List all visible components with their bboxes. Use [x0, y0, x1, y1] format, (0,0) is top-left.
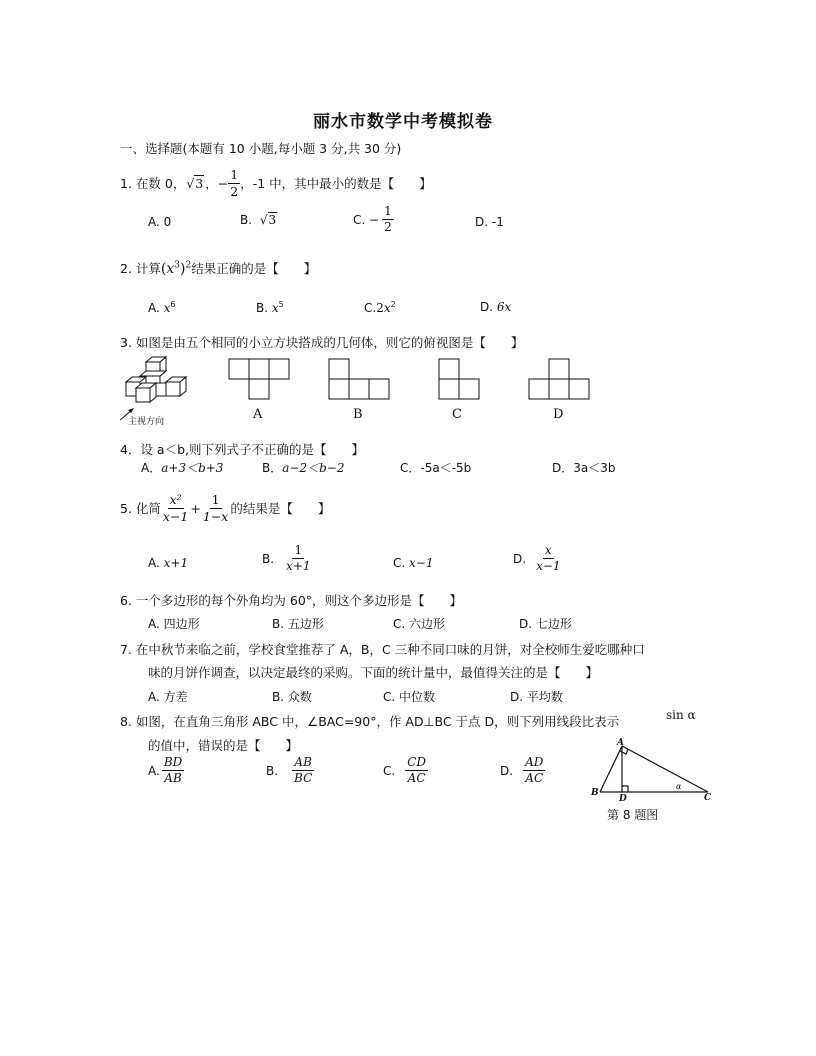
q5-plus: + [190, 500, 201, 516]
q1-option-c-num: 1 [382, 205, 394, 220]
q1-option-c-label: C. − [353, 212, 380, 227]
q6-option-a: A. 四边形 [148, 617, 200, 631]
q2-option-a-label: A. [148, 301, 160, 315]
q1-sqrt: √3 [186, 175, 204, 191]
q4-option-c-rhs: ＜-5b [439, 461, 472, 475]
q8-option-b-label: B. [266, 763, 279, 778]
q2-suffix: 结果正确的是【 】 [191, 261, 317, 276]
q1-fraction [228, 168, 240, 199]
q2-option-b [256, 300, 284, 315]
q5-option-b [262, 544, 313, 573]
q2-expression: $(x^3)^2$ [160, 260, 192, 277]
q4-option-a-label: A． [141, 461, 162, 475]
question-8-line-1: 8. 如图，在直角三角形 ABC 中，∠BAC=90°，作 AD⊥BC 于点 D，则下列用线段比表示 [120, 714, 620, 729]
q8-point-c-label: C [704, 793, 712, 803]
q2-outer-exp: 2 [185, 260, 192, 271]
q8-option-c-num: CD [405, 756, 428, 771]
q2-option-a-exp: 6 [170, 300, 176, 309]
q2-option-b-var: x [271, 301, 279, 315]
q1-option-b-label: B. [240, 213, 253, 227]
q1-option-c [353, 205, 394, 234]
q1-prefix: 1. 在数 0， [120, 176, 186, 192]
q8-option-d [500, 756, 545, 785]
q4-option-a [141, 459, 223, 476]
question-7-line-1: 7. 在中秋节来临之前，学校食堂推荐了 A，B，C 三种不同口味的月饼，对全校师生爱吃哪种口 [120, 642, 645, 657]
q8-figure-caption: 第 8 题图 [607, 808, 659, 822]
question-4: 4．设 a＜b,则下列式子不正确的是【 】 [120, 442, 364, 457]
q1-option-b [240, 213, 277, 227]
q6-option-b: B. 五边形 [272, 617, 324, 631]
q5-f1-num: x² [169, 492, 182, 507]
q8-point-b-label: B [591, 788, 599, 798]
q8-point-a-label: A [617, 738, 624, 748]
q1-option-b-sqrt: √3 [259, 213, 277, 227]
q2-option-c-var: x [383, 301, 391, 315]
q5-option-c [393, 556, 434, 570]
page-title: 丽水市数学中考模拟卷 [313, 112, 493, 132]
q1-suffix: ，-1 中，其中最小的数是【 】 [240, 176, 432, 192]
q5-option-d [513, 544, 563, 573]
question-3: 3. 如图是由五个相同的小立方块搭成的几何体，则它的俯视图是【 】 [120, 335, 524, 350]
q2-option-a [148, 300, 176, 315]
q5-option-d-fraction [534, 544, 562, 573]
q3-option-a-view [228, 358, 290, 400]
question-5 [120, 493, 330, 524]
q5-option-d-den: x−1 [536, 559, 561, 574]
q2-option-c-coef: 2 [376, 301, 384, 315]
question-1 [120, 168, 432, 199]
q2-option-d-value: 6x [496, 300, 512, 314]
q7-option-b: B. 众数 [272, 690, 312, 704]
q5-suffix: 的结果是【 】 [230, 501, 331, 517]
q8-option-d-num: AD [523, 756, 545, 771]
q8-option-a [148, 756, 184, 785]
q3-option-b-view [328, 358, 390, 400]
q1-option-c-den: 2 [384, 220, 392, 235]
q4-option-b-expr: a−2＜b−2 [282, 461, 345, 475]
q5-option-c-label: C. [393, 556, 406, 570]
q2-option-d [480, 300, 511, 314]
q8-point-d-label: D [619, 794, 627, 804]
q4-option-d [552, 459, 616, 476]
q8-option-a-fraction [162, 756, 184, 785]
q5-option-c-expr: x−1 [409, 556, 434, 570]
view-direction-label: 主视方向 [128, 417, 165, 427]
q8-triangle-figure [590, 738, 720, 804]
q5-f2-den: 1−x [202, 508, 229, 524]
q8-option-d-fraction [523, 756, 545, 785]
q6-option-c: C. 六边形 [393, 617, 446, 631]
q8-option-b-fraction [292, 756, 314, 785]
q4-option-b-label: B． [262, 461, 283, 475]
q4-option-b [262, 459, 344, 476]
q8-option-d-label: D. [500, 763, 514, 778]
q1-option-d: D. -1 [475, 215, 504, 229]
q2-option-d-label: D. [480, 300, 494, 314]
q4-option-d-rhs: ＜3b [588, 461, 616, 475]
q3-label-d: D [553, 407, 564, 422]
q2-option-b-label: B. [256, 301, 269, 315]
q2-prefix: 2. 计算 [120, 261, 161, 276]
q8-option-d-den: AC [525, 771, 544, 786]
q5-option-d-label: D. [513, 551, 527, 566]
q5-prefix: 5. 化简 [120, 501, 161, 517]
q8-sin-alpha: sin α [666, 708, 696, 722]
q5-option-a [148, 556, 188, 570]
q6-option-d: D. 七边形 [519, 617, 572, 631]
q8-option-c-fraction [405, 756, 428, 785]
q1-option-c-fraction [382, 205, 394, 234]
q2-option-a-var: x [163, 301, 171, 315]
q2-option-c-label: C. [364, 301, 377, 315]
q2-option-c [364, 300, 396, 315]
q2-base: x [166, 261, 175, 277]
q4-option-c [400, 459, 471, 476]
q8-option-a-label: A. [148, 763, 160, 778]
q4-option-a-expr: a+3＜b+3 [161, 461, 224, 475]
q5-option-b-fraction [284, 544, 312, 573]
q3-label-b: B [353, 407, 363, 422]
section-heading: 一、选择题(本题有 10 小题,每小题 3 分,共 30 分) [120, 141, 402, 156]
q8-alpha-label: α [676, 782, 682, 791]
question-7-line-2: 味的月饼作调查，以决定最终的采购。下面的统计量中，最值得关注的是【 】 [148, 665, 599, 680]
question-8-line-2: 的值中，错误的是【 】 [148, 738, 299, 753]
q5-option-b-den: x+1 [286, 559, 311, 574]
q5-f1-den: x−1 [162, 508, 189, 524]
q5-fraction-1 [161, 493, 190, 524]
q5-fraction-2 [201, 493, 230, 524]
q7-option-d: D. 平均数 [510, 690, 563, 704]
q8-option-a-num: BD [162, 756, 184, 771]
q8-option-a-den: AB [164, 771, 182, 786]
q4-option-d-expr: D．3a [552, 461, 589, 475]
q1-option-b-radicand: 3 [268, 213, 277, 227]
q8-option-b [266, 756, 314, 785]
q1-fraction-den: 2 [230, 183, 239, 199]
q1-option-a: A. 0 [148, 215, 172, 229]
q1-minus: ，− [205, 176, 229, 192]
q8-option-c-den: AC [407, 771, 426, 786]
q5-option-b-label: B. [262, 551, 275, 566]
q3-option-d-view [528, 358, 590, 400]
q2-option-b-exp: 5 [278, 300, 284, 309]
question-2 [120, 259, 316, 277]
q5-f2-num: 1 [211, 492, 220, 507]
q8-option-b-num: AB [292, 756, 313, 771]
q2-inner-exp: 3 [174, 260, 181, 271]
q3-label-c: C [452, 407, 462, 422]
q7-option-a: A. 方差 [148, 690, 188, 704]
q8-option-c [383, 756, 428, 785]
q8-option-b-den: BC [294, 771, 313, 786]
q5-option-d-num: x [543, 544, 554, 559]
q4-option-c-expr: C．-5a [400, 461, 440, 475]
q2-option-c-exp: 2 [390, 300, 396, 309]
q3-option-c-view [438, 358, 480, 400]
q5-option-b-num: 1 [292, 544, 304, 559]
q7-option-c: C. 中位数 [383, 690, 436, 704]
q3-label-a: A [253, 407, 263, 422]
q5-option-a-expr: x+1 [163, 556, 189, 570]
question-6: 6. 一个多边形的每个外角均为 60°，则这个多边形是【 】 [120, 593, 463, 608]
q1-sqrt-radicand: 3 [195, 175, 204, 191]
q1-fraction-num: 1 [230, 167, 239, 182]
q5-option-a-label: A. [148, 556, 160, 570]
q8-option-c-label: C. [383, 763, 396, 778]
